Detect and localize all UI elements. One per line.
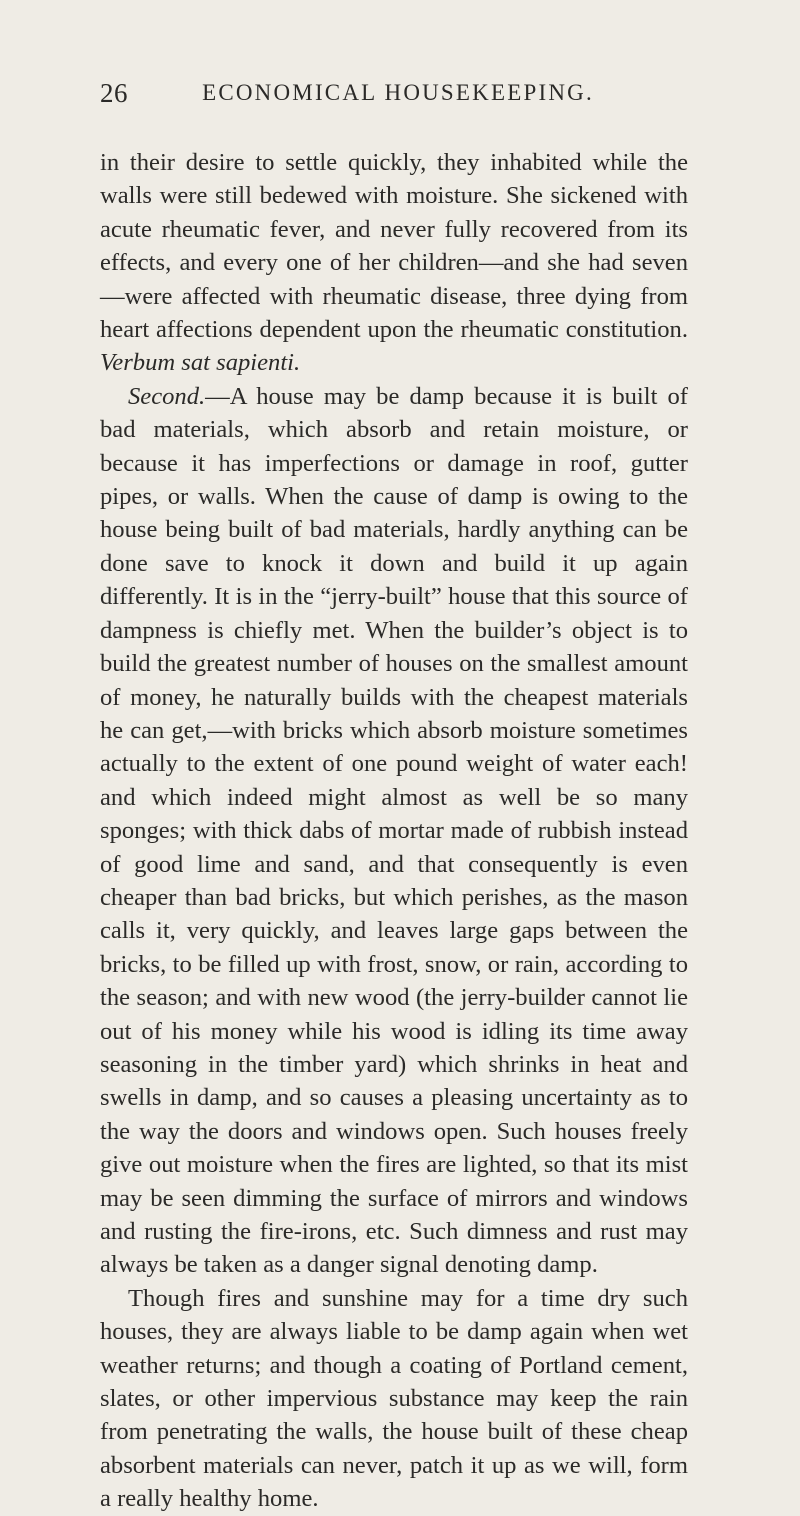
- paragraph-1: [100, 146, 688, 380]
- paragraph-3: [100, 1282, 688, 1516]
- running-head: ECONOMICAL HOUSEKEEPING.: [202, 80, 594, 105]
- latin-motto: Verbum sat sapienti.: [100, 349, 301, 377]
- paragraph-1-text: in their desire to settle quickly, they inhabited while the walls were still bedewed with moisture. She sickened with acute rheumatic fever, and never fully recovered from its effects, and every one of her children—and she had seven —were affected with rheumatic disease, three dying from heart affections dependent upon the rheumatic constitution.: [100, 149, 688, 344]
- paragraph-2-text: —A house may be damp because it is built of bad materials, which absorb and retain moisture, or because it has imperfections or damage in roof, gutter pipes, or walls. When the cause of damp is owing to the house being built of bad materials, hardly anything can be done save to knock it down and build it up again differently. It is in the “jerry-built” house that this source of dampness is chiefly met. When the builder’s object is to build the greatest number of houses on the smallest amount of money, he naturally builds with the cheapest materials he can get,—with bricks which absorb moisture sometimes actually to the extent of one pound weight of water each! and which indeed might almost as well be so many sponges; with thick dabs of mortar made of rubbish instead of good lime and sand, and that consequently is even cheaper than bad bricks, but which perishes, as the mason calls it, very quickly, and leaves large gaps between the bricks, to be filled up with frost, snow, or rain, according to the season; and with new wood (the jerry-builder cannot lie out of his money while his wood is idling its time away seasoning in the timber yard) which shrinks in heat and swells in damp, and so causes a pleasing uncertainty as to the way the doors and windows open. Such houses freely give out moisture when the fires are lighted, so that its mist may be seen dimming the surface of mirrors and windows and rusting the fire-irons, etc. Such dimness and rust may always be taken as a danger signal denoting damp.: [100, 382, 688, 1279]
- paragraph-2-lead: Second.: [128, 382, 206, 410]
- page-header: [100, 70, 688, 110]
- page-number: 26: [100, 78, 128, 108]
- paragraph-3-text: Though fires and sunshine may for a time dry such houses, they are always liable to be damp again when wet weather returns; and though a coating of Portland cement, slates, or other impervious substance may keep the rain from penetrating the walls, the house built of these cheap absorbent materials can never, patch it up as we will, form a really healthy home.: [100, 1284, 688, 1513]
- paragraph-2: [100, 380, 688, 1282]
- body-text: [100, 146, 688, 1516]
